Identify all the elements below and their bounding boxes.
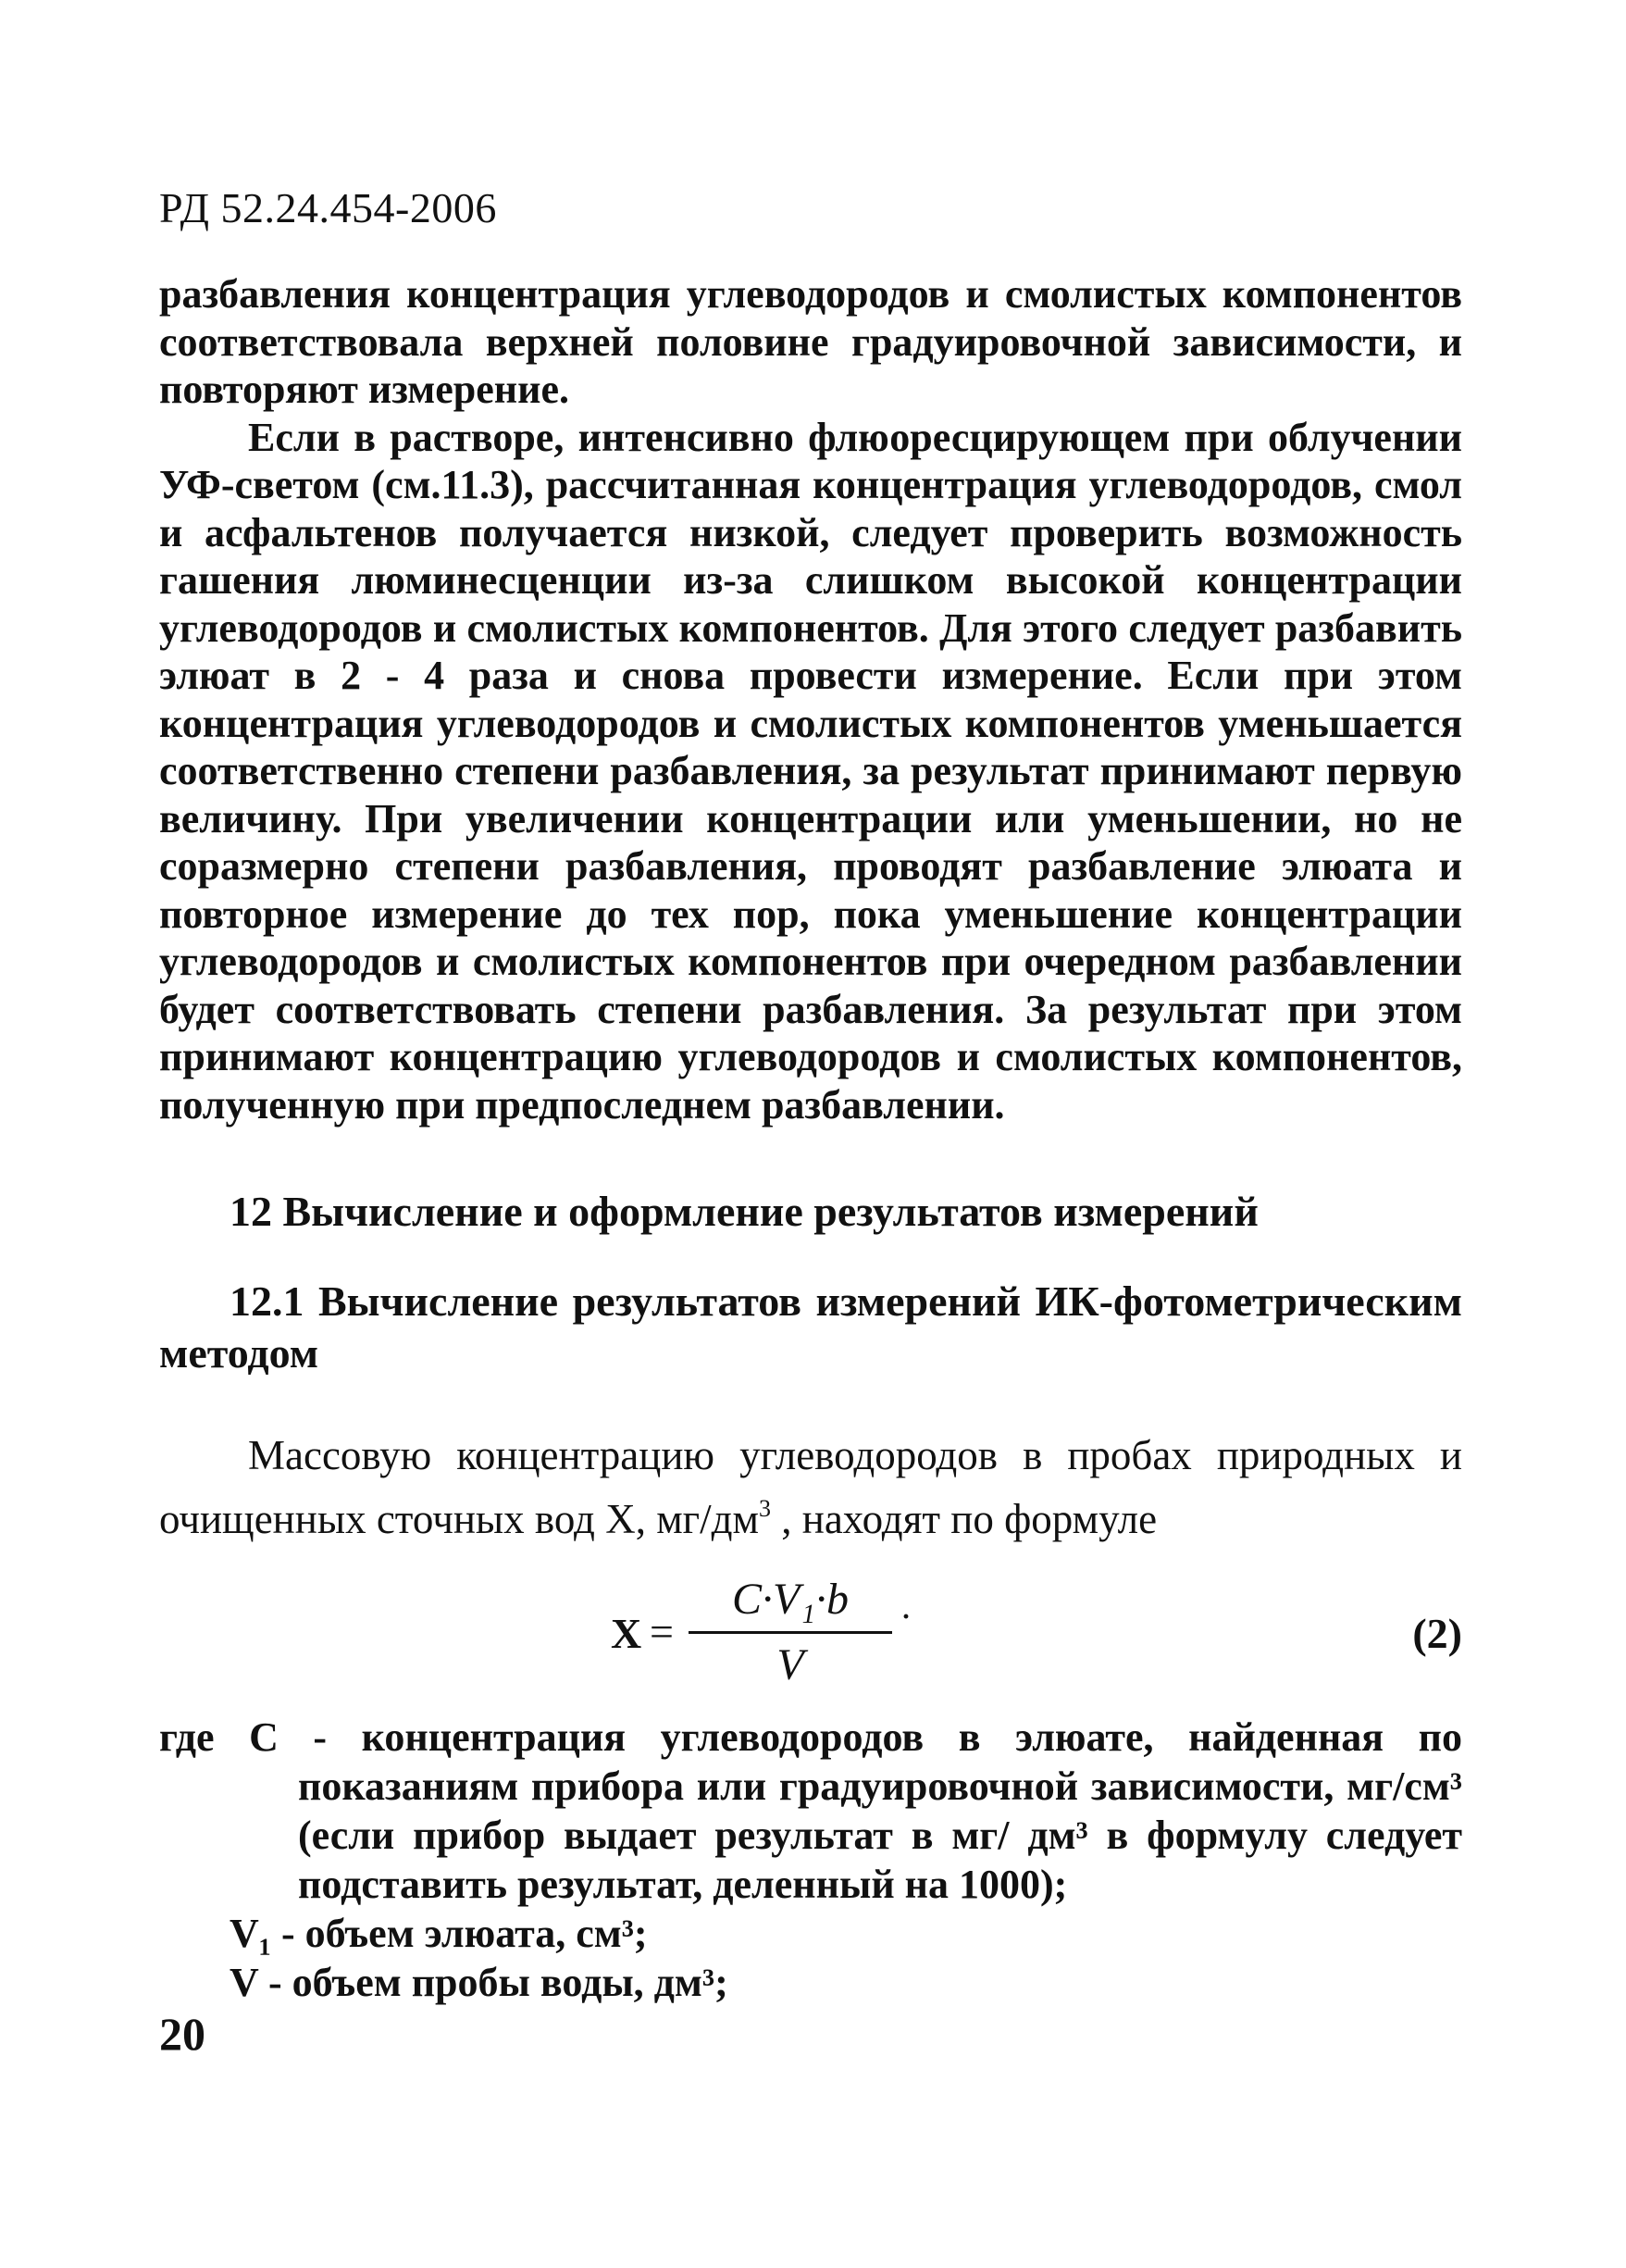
formula-lhs: X (611, 1610, 642, 1657)
intro-text-after: , находят по формуле (771, 1496, 1158, 1542)
definition-item (159, 1713, 1462, 1909)
equation-number: (2) (1412, 1610, 1462, 1657)
intro-paragraph (159, 1429, 1462, 1546)
section-heading: 12 Вычисление и оформление результатов измерений (230, 1188, 1259, 1235)
definition-text: концентрация углеводородов в элюате, найденная по показаниям прибора или градуировочной зависимости, мг/см³ (если прибор выдает результат в мг/ дм³ в формулу следует подставить результат, деленный на 1000); (298, 1714, 1462, 1907)
definition-symbol: V₁ (230, 1911, 271, 1956)
subsection-heading: 12.1 Вычисление результатов измерений ИК-фотометрическим методом (159, 1277, 1462, 1377)
definition-text: объем пробы воды, дм³; (292, 1960, 728, 2005)
definition-text: объем элюата, см³; (304, 1911, 648, 1956)
definition-symbol: где C (159, 1714, 279, 1760)
formula-equals: = (650, 1608, 674, 1655)
document-code-header: РД 52.24.454-2006 (159, 184, 497, 231)
formula-2 (592, 1574, 1462, 1694)
page-number: 20 (159, 2008, 205, 2060)
body-text (159, 270, 1462, 1128)
formula-fraction (689, 1574, 892, 1690)
definition-symbol: V (230, 1960, 258, 2005)
definition-dash: - (278, 1714, 362, 1760)
formula-denominator: V (776, 1640, 804, 1689)
definition-item (159, 1909, 1462, 1958)
formula-trailing-dot: · (901, 1601, 912, 1632)
paragraph-fluorescence: Если в растворе, интенсивно флюоресцирующем при облучении УФ-светом (см.11.3), рассчитанная концентрация углеводородов, смол и асфальтенов получается низкой, следует проверить возможность гашения люминесценции из-за слишком высокой концентрации углеводородов и смолистых компонентов. Для этого следует разбавить элюат в 2 - 4 раза и снова провести измерение. Если при этом концентрация углеводородов и смолистых компонентов уменьшается соответственно степени разбавления, за результат принимают первую величину. При увеличении концентрации или уменьшении, но не соразмерно степени разбавления, проводят разбавление элюата и повторное измерение до тех пор, пока уменьшение концентрации углеводородов и смолистых компонентов при очередном разбавлении будет соответствовать степени разбавления. За результат при этом принимают концентрацию углеводородов и смолистых компонентов, полученную при предпоследнем разбавлении. (159, 414, 1462, 1128)
fraction-bar (689, 1631, 892, 1634)
intro-text: Массовую концентрацию углеводородов в пробах природных и очищенных сточных вод X, мг/дм (159, 1432, 1462, 1542)
definitions-list (159, 1713, 1462, 2007)
intro-superscript: 3 (759, 1495, 771, 1522)
definition-dash: - (257, 1960, 292, 2005)
definition-dash: - (270, 1911, 305, 1956)
definition-item (159, 1958, 1462, 2007)
paragraph-continuation: разбавления концентрация углеводородов и смолистых компонентов соответствовала верхней половине градуировочной зависимости, и повторяют измерение. (159, 271, 1462, 412)
formula-numerator: C·V₁·b (731, 1575, 850, 1624)
